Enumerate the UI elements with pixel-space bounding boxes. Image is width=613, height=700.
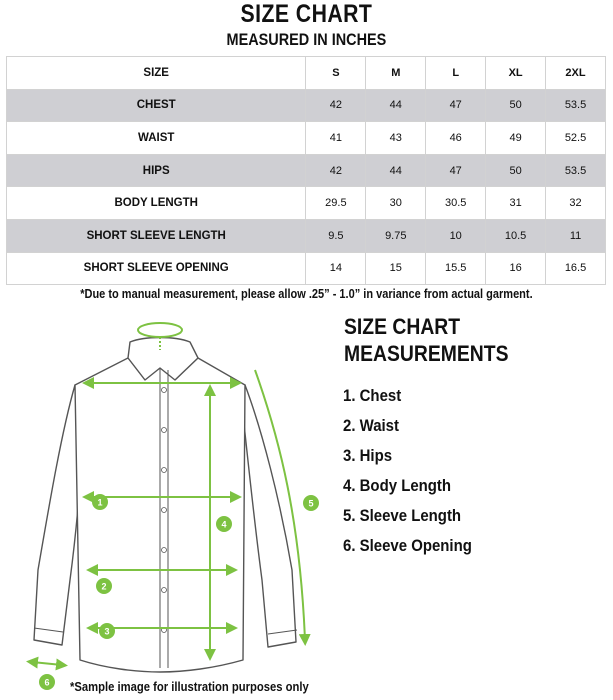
table-cell: 30.5 <box>426 187 486 220</box>
measurement-list <box>343 386 489 566</box>
sample-caption: *Sample image for illustration purposes only <box>70 680 309 694</box>
row-label: SHORT SLEEVE OPENING <box>7 252 306 285</box>
variance-note: *Due to manual measurement, please allow .25” - 1.0” in variance from actual garment. <box>80 287 533 301</box>
badge-5-label: 5 <box>308 498 314 509</box>
table-cell: 41 <box>306 122 366 155</box>
table-cell: 47 <box>426 154 486 187</box>
row-label: CHEST <box>7 89 306 122</box>
row-label: WAIST <box>7 122 306 155</box>
row-label: BODY LENGTH <box>7 187 306 220</box>
table-cell: 31 <box>486 187 546 220</box>
badge-1-label: 1 <box>97 497 103 508</box>
row-label: HIPS <box>7 154 306 187</box>
measurements-heading <box>344 313 508 367</box>
table-cell: 10.5 <box>486 219 546 252</box>
list-item: 2. Waist <box>343 416 399 435</box>
page-subtitle: MEASURED IN INCHES <box>226 30 387 49</box>
table-cell: 50 <box>486 89 546 122</box>
measurements-heading-line1: SIZE CHART <box>344 314 461 339</box>
table-cell: 53.5 <box>546 154 606 187</box>
table-cell: 42 <box>306 154 366 187</box>
table-row <box>7 89 606 122</box>
table-row <box>7 187 606 220</box>
table-row <box>7 154 606 187</box>
header-cell: SIZE <box>7 57 306 90</box>
table-cell: 52.5 <box>546 122 606 155</box>
table-cell: 29.5 <box>306 187 366 220</box>
table-cell: 9.75 <box>366 219 426 252</box>
page-title: SIZE CHART <box>240 0 373 28</box>
table-cell: 46 <box>426 122 486 155</box>
table-row <box>7 122 606 155</box>
header-cell: 2XL <box>546 57 606 90</box>
table-cell: 50 <box>486 154 546 187</box>
table-cell: 16.5 <box>546 252 606 285</box>
badge-2-label: 2 <box>101 581 107 592</box>
table-cell: 53.5 <box>546 89 606 122</box>
table-cell: 15 <box>366 252 426 285</box>
size-table <box>6 56 606 285</box>
table-cell: 9.5 <box>306 219 366 252</box>
table-cell: 15.5 <box>426 252 486 285</box>
table-cell: 11 <box>546 219 606 252</box>
list-item: 1. Chest <box>343 386 402 405</box>
table-cell: 14 <box>306 252 366 285</box>
table-row <box>7 219 606 252</box>
list-item: 3. Hips <box>343 446 393 465</box>
table-cell: 49 <box>486 122 546 155</box>
table-cell: 10 <box>426 219 486 252</box>
table-cell: 44 <box>366 89 426 122</box>
list-item: 4. Body Length <box>343 476 452 495</box>
header-cell: XL <box>486 57 546 90</box>
header-cell: L <box>426 57 486 90</box>
badge-4-label: 4 <box>221 519 227 530</box>
table-cell: 44 <box>366 154 426 187</box>
badge-3-label: 3 <box>104 626 110 637</box>
table-cell: 16 <box>486 252 546 285</box>
header-cell: M <box>366 57 426 90</box>
table-header-row <box>7 57 606 90</box>
shirt-diagram <box>0 300 330 700</box>
table-cell: 30 <box>366 187 426 220</box>
list-item: 6. Sleeve Opening <box>343 536 472 555</box>
table-cell: 43 <box>366 122 426 155</box>
header-cell: S <box>306 57 366 90</box>
table-cell: 42 <box>306 89 366 122</box>
badge-6-label: 6 <box>44 677 50 688</box>
table-row <box>7 252 606 285</box>
measurements-heading-line2: MEASUREMENTS <box>344 341 509 366</box>
list-item: 5. Sleeve Length <box>343 506 462 525</box>
row-label: SHORT SLEEVE LENGTH <box>7 219 306 252</box>
table-cell: 47 <box>426 89 486 122</box>
table-cell: 32 <box>546 187 606 220</box>
